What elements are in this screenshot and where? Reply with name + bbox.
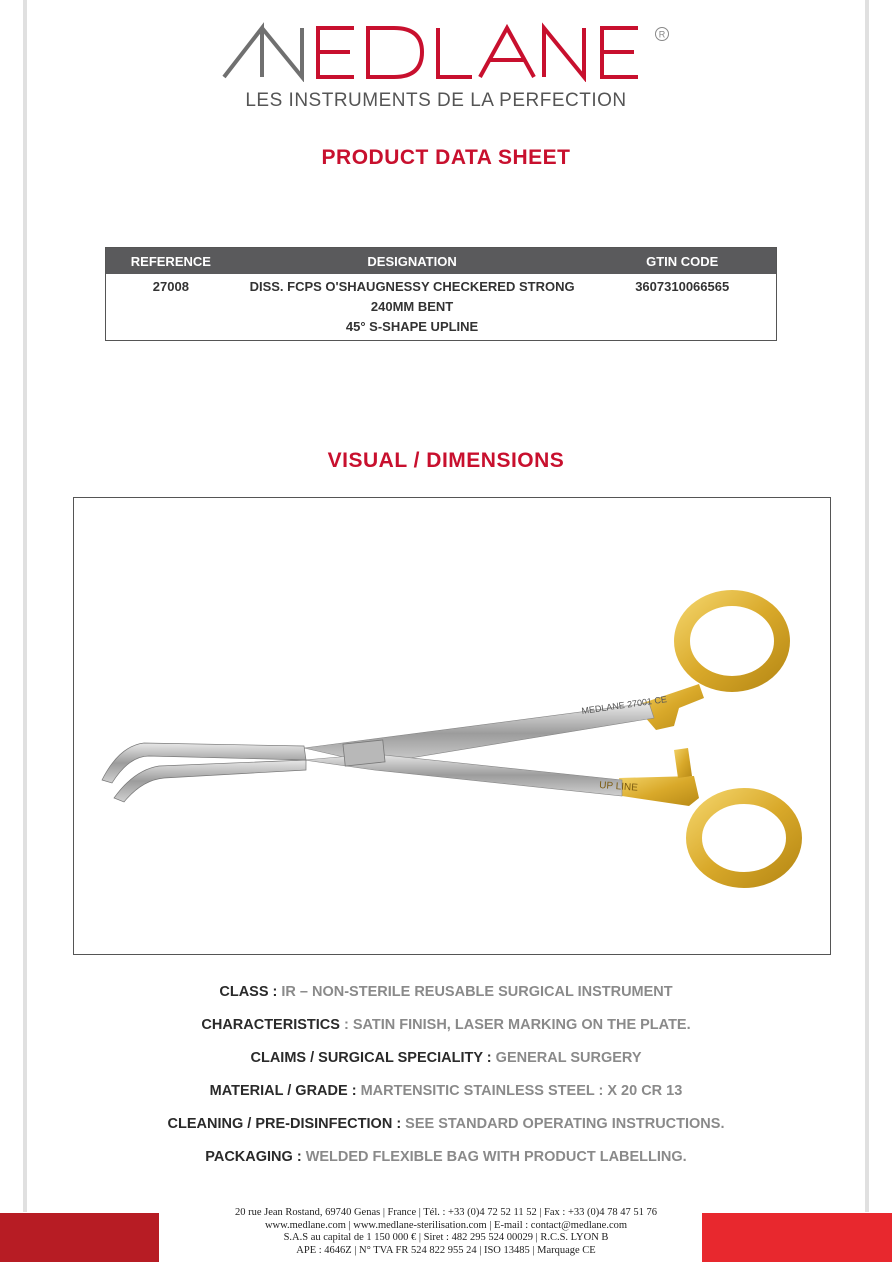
forceps-image — [74, 498, 830, 954]
registered-mark: R — [658, 29, 666, 40]
spec-value: GENERAL SURGERY — [491, 1050, 642, 1066]
spec-material — [0, 1083, 892, 1116]
plate-marking: MEDLANE 27001 CE — [580, 694, 668, 716]
cell-designation — [236, 274, 589, 341]
header-reference: REFERENCE — [106, 248, 236, 275]
medlane-logo — [222, 22, 672, 82]
spec-key: CLAIMS / SURGICAL SPECIALITY : — [250, 1050, 492, 1066]
footer-address — [0, 1207, 892, 1257]
spec-key: CLEANING / PRE-DISINFECTION : — [167, 1116, 402, 1132]
spec-class — [0, 984, 892, 1017]
spec-key: PACKAGING : — [205, 1149, 302, 1165]
spec-list — [0, 984, 892, 1182]
spec-claims — [0, 1050, 892, 1083]
cell-gtin: 3607310066565 — [635, 279, 730, 294]
spec-cleaning — [0, 1116, 892, 1149]
spec-key: CHARACTERISTICS — [201, 1017, 340, 1033]
designation-line-2: 45° S-SHAPE UPLINE — [345, 319, 479, 334]
spec-value: WELDED FLEXIBLE BAG WITH PRODUCT LABELLING. — [301, 1149, 687, 1165]
table-header-row — [106, 248, 777, 275]
cell-reference: 27008 — [152, 279, 189, 294]
spec-key: MATERIAL / GRADE : — [209, 1083, 357, 1099]
spec-characteristics — [0, 1017, 892, 1050]
designation-line-1: DISS. FCPS O'SHAUGNESSY CHECKERED STRONG 240MM BENT — [249, 279, 575, 314]
footer-line-3: S.A.S au capital de 1 150 000 € | Siret : 482 295 524 00029 | R.C.S. LYON B — [283, 1232, 609, 1243]
spec-key: CLASS : — [219, 984, 278, 1000]
brand-tagline: LES INSTRUMENTS DE LA PERFECTION — [245, 90, 627, 111]
footer-line-1: 20 rue Jean Rostand, 69740 Genas | France | Tél. : +33 (0)4 72 52 11 52 | Fax : +33 (0)4 78 47 51 76 — [234, 1207, 658, 1218]
table-row — [106, 274, 777, 341]
upline-marking: UP LINE — [598, 780, 639, 794]
footer-line-4: APE : 4646Z | N° TVA FR 524 822 955 24 | ISO 13485 | Marquage CE — [296, 1244, 596, 1256]
sheet-title: PRODUCT DATA SHEET — [321, 146, 571, 169]
spec-value: SEE STANDARD OPERATING INSTRUCTIONS. — [401, 1116, 725, 1132]
spec-value: MARTENSITIC STAINLESS STEEL : X 20 CR 13 — [356, 1083, 683, 1099]
footer-line-2: www.medlane.com | www.medlane-sterilisation.com | E-mail : contact@medlane.com — [264, 1219, 628, 1231]
visual-title: VISUAL / DIMENSIONS — [327, 449, 565, 472]
spec-value: IR – NON-STERILE REUSABLE SURGICAL INSTRUMENT — [277, 984, 673, 1000]
header-designation: DESIGNATION — [236, 248, 589, 275]
spec-packaging — [0, 1149, 892, 1182]
reference-table — [105, 247, 777, 341]
product-image-frame — [73, 497, 831, 955]
spec-value: : SATIN FINISH, LASER MARKING ON THE PLATE. — [339, 1017, 691, 1033]
header-gtin: GTIN CODE — [588, 248, 776, 275]
